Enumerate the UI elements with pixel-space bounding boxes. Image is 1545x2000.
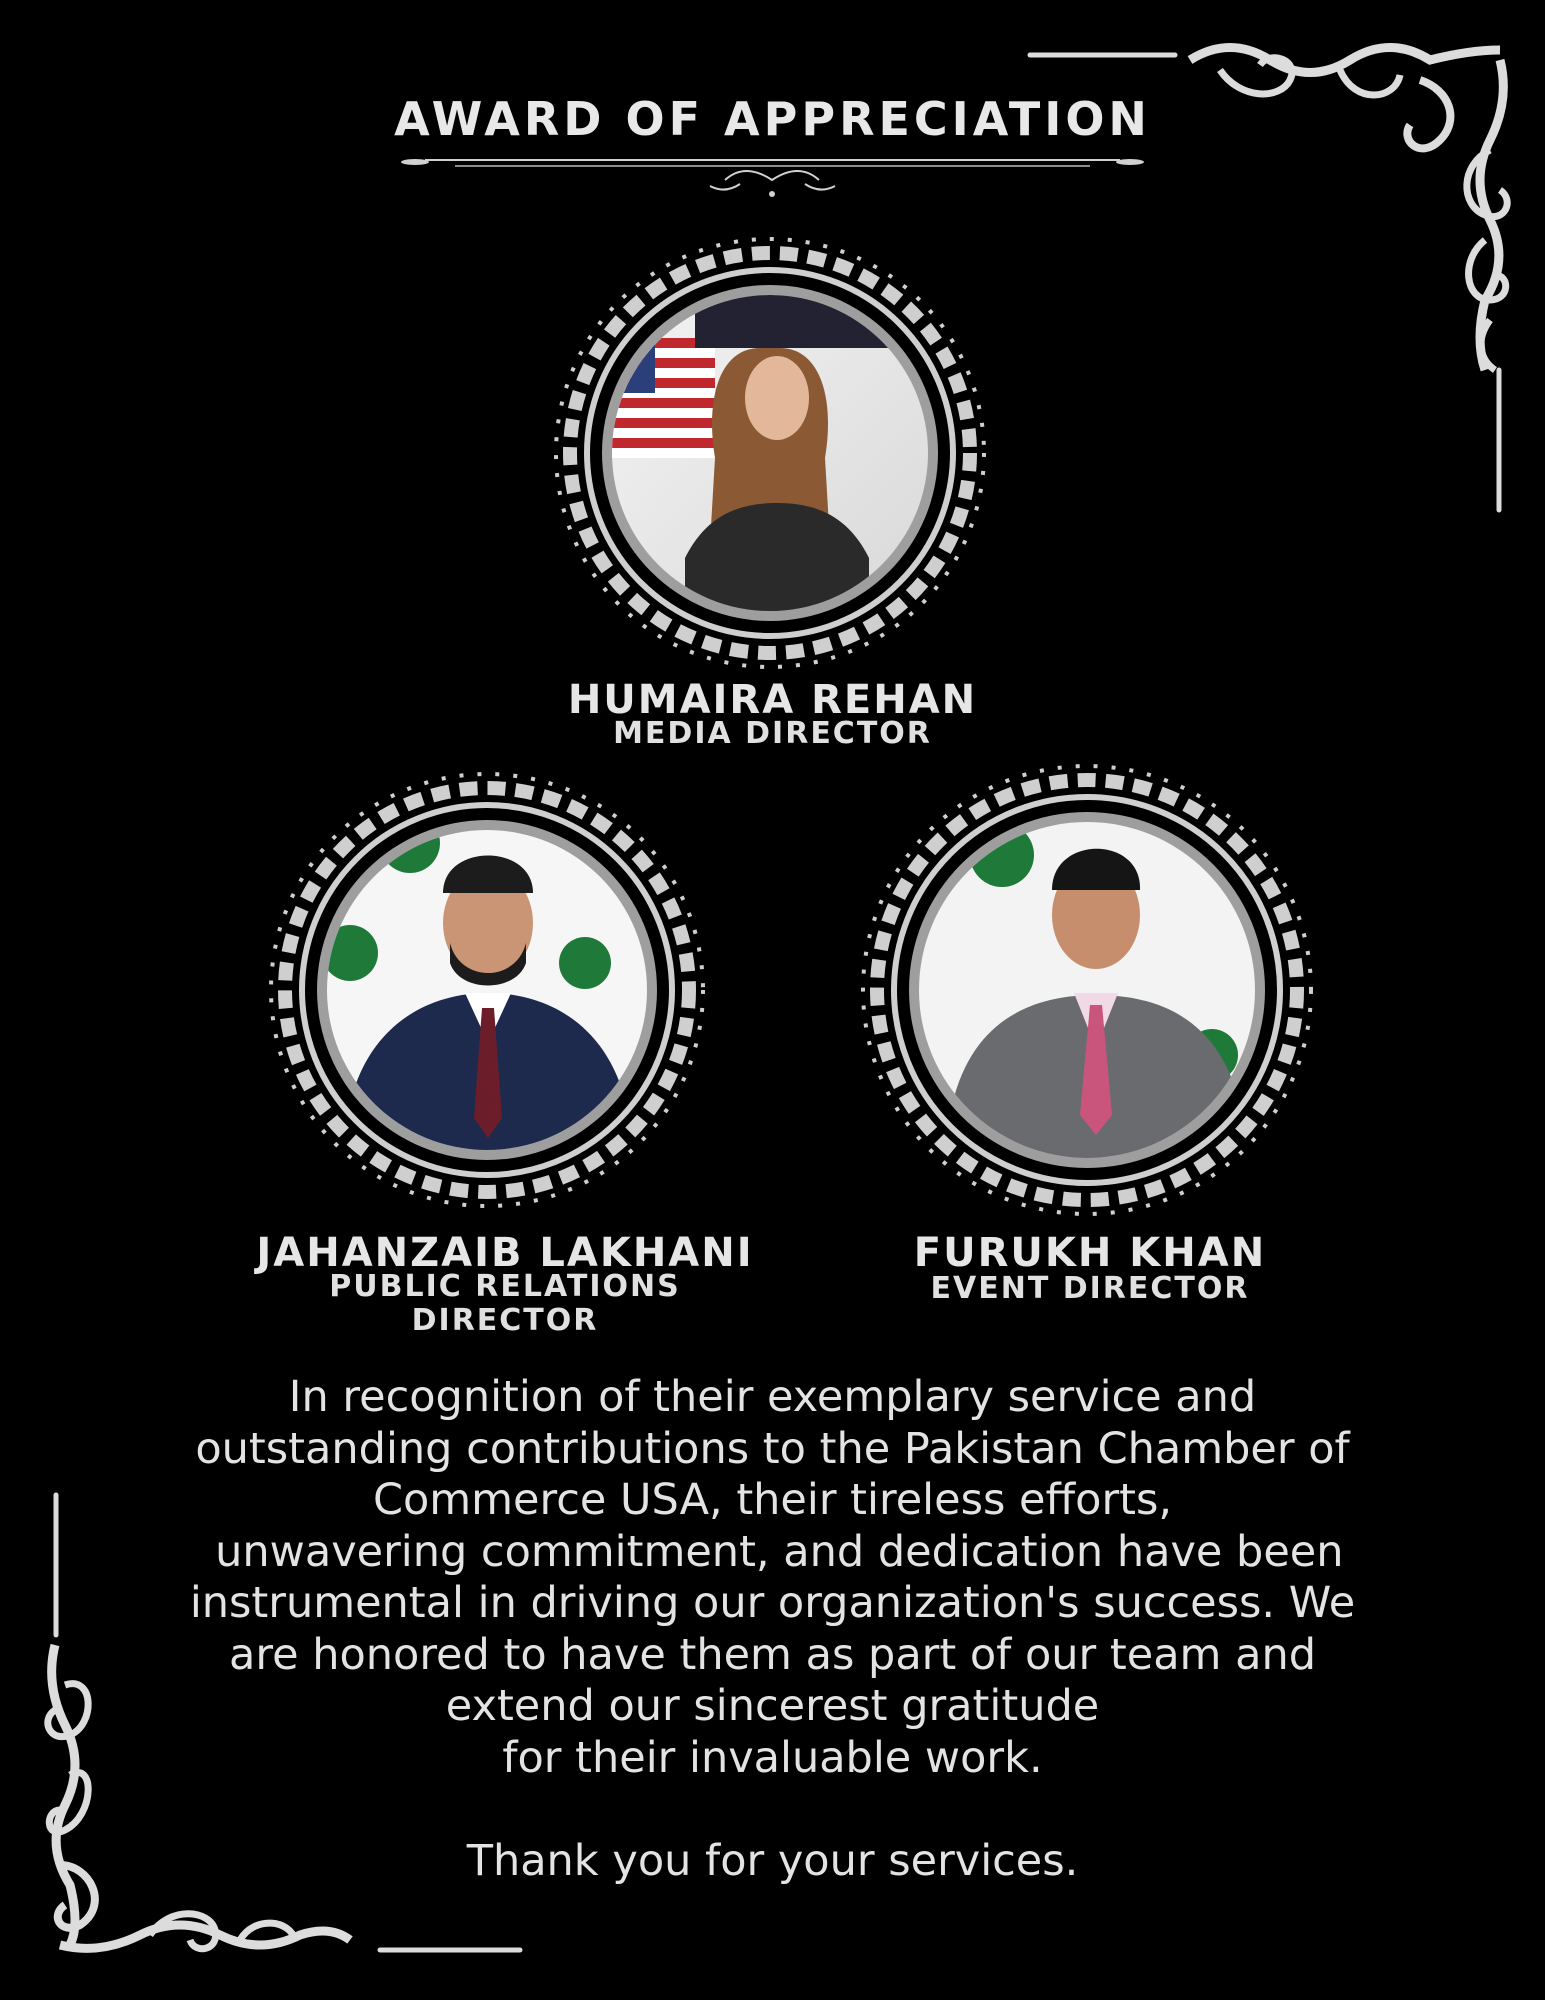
message-line: unwavering commitment, and dedication have been bbox=[201, 1526, 1344, 1577]
honoree-name: FURUKH KHAN bbox=[913, 1230, 1267, 1276]
message-line: Commerce USA, their tireless efforts, bbox=[372, 1475, 1173, 1525]
honoree-role: MEDIA DIRECTOR bbox=[613, 716, 932, 751]
honoree-role-continued: DIRECTOR bbox=[411, 1303, 599, 1338]
award-title: AWARD OF APPRECIATION bbox=[394, 92, 1151, 146]
message-line: extend our sincerest gratitude bbox=[445, 1681, 1100, 1731]
honoree-name: JAHANZAIB LAKHANI bbox=[256, 1230, 754, 1276]
message-line: In recognition of their exemplary service and bbox=[288, 1372, 1257, 1422]
portrait-jahanzaib-lakhani bbox=[260, 763, 715, 1218]
message-line: outstanding contributions to the Pakistan Chamber of bbox=[195, 1423, 1350, 1474]
honoree-role: EVENT DIRECTOR bbox=[930, 1271, 1250, 1306]
message-line: instrumental in driving our organization's success. We bbox=[189, 1578, 1356, 1628]
closing-thanks: Thank you for your services. bbox=[466, 1836, 1079, 1886]
message-line: are honored to have them as part of our team and bbox=[228, 1629, 1317, 1680]
portrait-furukh-khan bbox=[852, 755, 1322, 1225]
honoree-name: HUMAIRA REHAN bbox=[567, 677, 978, 723]
portrait-humaira-rehan bbox=[545, 228, 995, 678]
message-line: for their invaluable work. bbox=[502, 1732, 1043, 1783]
appreciation-message bbox=[150, 1372, 1395, 1784]
honoree-role: PUBLIC RELATIONS bbox=[329, 1269, 681, 1304]
corner-ornament-top-right-icon bbox=[1020, 40, 1525, 520]
